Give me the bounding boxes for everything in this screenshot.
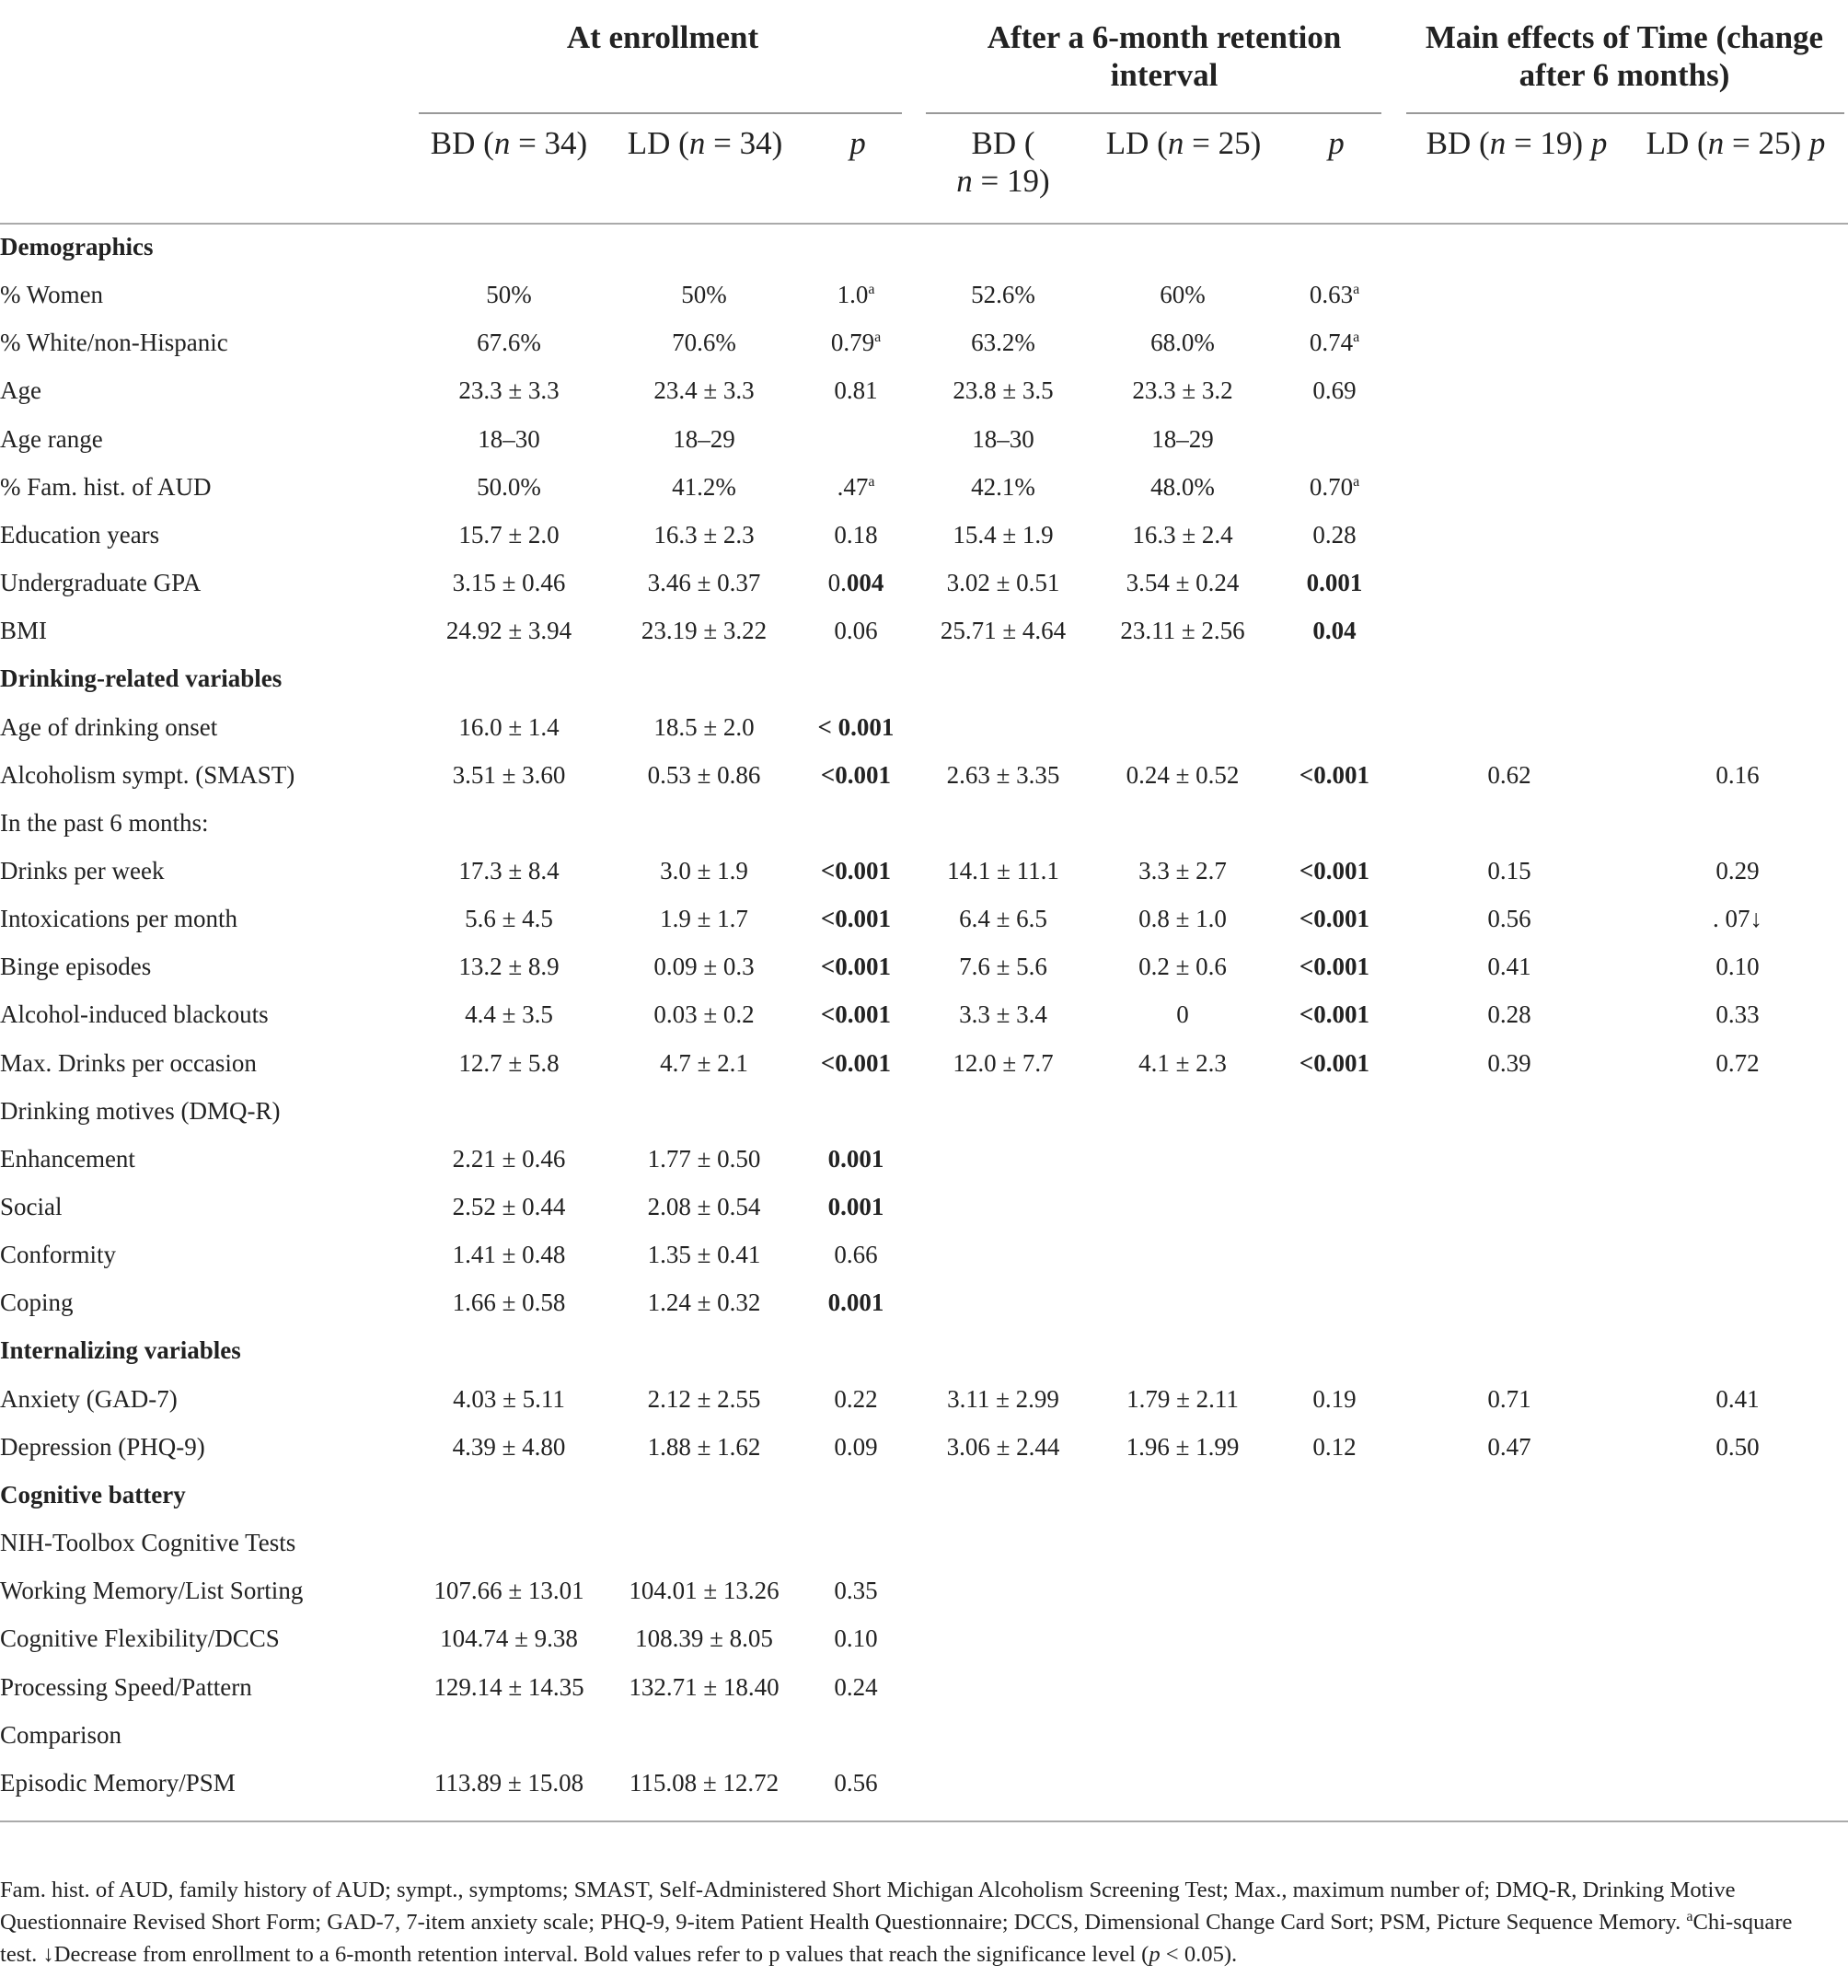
cell-value: <0.001	[1299, 1000, 1370, 1029]
row-label: Episodic Memory/PSM	[0, 1768, 236, 1797]
subheader-p-retention: p	[1328, 125, 1345, 161]
row-label: Drinks per week	[0, 856, 165, 884]
table-cell: 18–29	[1151, 424, 1214, 453]
cell-value: 0.79	[830, 329, 875, 357]
table-cell: 0.47	[1487, 1432, 1531, 1461]
table-cell: 12.0 ± 7.7	[953, 1048, 1054, 1077]
table-cell: 113.89 ± 15.08	[433, 1768, 584, 1797]
table-cell: 4.7 ± 2.1	[660, 1048, 748, 1077]
table-cell: 50%	[486, 281, 532, 309]
table-cell: 6.4 ± 6.5	[959, 905, 1047, 933]
cell-value: 0.74	[1309, 329, 1354, 357]
section-row	[0, 1326, 1848, 1374]
table-row	[0, 366, 1848, 414]
table-cell: 42.1%	[971, 472, 1035, 501]
row-label: Alcoholism sympt. (SMAST)	[0, 760, 295, 789]
table-row	[0, 511, 1848, 559]
cell-value: 0.70	[1309, 472, 1354, 501]
table-cell: 4.1 ± 2.3	[1138, 1048, 1227, 1077]
table-cell: 2.52 ± 0.44	[452, 1193, 566, 1220]
table-cell: 60%	[1160, 281, 1206, 309]
row-label: Cognitive battery	[0, 1480, 186, 1508]
table-cell: 1.96 ± 1.99	[1126, 1432, 1240, 1461]
table-cell: 7.6 ± 5.6	[959, 953, 1047, 981]
table-cell: 104.74 ± 9.38	[440, 1624, 578, 1653]
table-cell: 12.7 ± 5.8	[458, 1048, 560, 1077]
table-row	[0, 1711, 1848, 1759]
table-row	[0, 318, 1848, 366]
table-cell: 50%	[681, 281, 727, 309]
table-cell: 0.56	[1487, 905, 1531, 933]
table-cell: 0.15	[1487, 856, 1531, 884]
table-cell	[801, 271, 911, 318]
table-cell: 23.19 ± 3.22	[641, 617, 768, 645]
row-label: Anxiety (GAD-7)	[0, 1384, 178, 1413]
table-cell	[1279, 990, 1390, 1038]
cell-value: 0.001	[1306, 569, 1363, 597]
table-cell: 0.33	[1715, 1000, 1760, 1029]
table-cell: 0.72	[1715, 1048, 1760, 1077]
table-cell: 0.24	[834, 1672, 878, 1701]
row-label: Max. Drinks per occasion	[0, 1048, 257, 1077]
table-cell: 0.19	[1312, 1384, 1357, 1413]
table-cell: 3.54 ± 0.24	[1126, 569, 1240, 597]
table-cell: 5.6 ± 4.5	[465, 905, 553, 933]
footnote-marker: a	[1353, 473, 1360, 490]
table-row	[0, 271, 1848, 318]
table-cell: 108.39 ± 8.05	[635, 1624, 773, 1653]
subheader-ld-enrollment: LD (n = 34)	[627, 125, 783, 161]
subheader-ld-time: LD (n = 25) p	[1646, 125, 1826, 161]
table-row	[0, 1039, 1848, 1087]
table-cell: 17.3 ± 8.4	[458, 856, 560, 884]
table-cell	[801, 1135, 911, 1183]
group-header-time-effects: Main effects of Time (change after 6 months)	[1425, 19, 1824, 93]
table-row	[0, 463, 1848, 511]
table-cell: 4.03 ± 5.11	[453, 1384, 565, 1413]
subheader-bd-enrollment: BD (n = 34)	[430, 125, 588, 161]
row-label: Coping	[0, 1289, 74, 1317]
table-cell: 18–30	[972, 424, 1034, 453]
table-cell: 0.16	[1715, 760, 1760, 789]
table-cell: 63.2%	[971, 329, 1035, 357]
table-cell: 0.28	[1487, 1000, 1531, 1029]
table-cell: 23.11 ± 2.56	[1120, 617, 1245, 645]
table-cell	[801, 559, 911, 607]
row-label: Age of drinking onset	[0, 712, 218, 741]
table-cell: 15.7 ± 2.0	[458, 520, 560, 549]
table-cell: 3.51 ± 3.60	[452, 760, 566, 789]
table-cell: 68.0%	[1150, 329, 1215, 357]
cell-value: 0.001	[827, 1193, 884, 1220]
table-cell: 15.4 ± 1.9	[953, 520, 1054, 549]
row-label: Conformity	[0, 1241, 116, 1269]
group-rule-retention	[926, 112, 1381, 114]
cell-value: 0.001	[827, 1289, 884, 1317]
table-cell: 16.3 ± 2.4	[1132, 520, 1233, 549]
table-cell: 0.50	[1715, 1432, 1760, 1461]
table-cell: 3.06 ± 2.44	[946, 1432, 1060, 1461]
cell-value: <0.001	[1299, 760, 1370, 789]
table-cell: 16.0 ± 1.4	[458, 712, 560, 741]
cell-value: <0.001	[1299, 1048, 1370, 1077]
table-cell: 0.39	[1487, 1048, 1531, 1077]
section-row	[0, 1471, 1848, 1519]
table-cell: 0.69	[1312, 376, 1357, 405]
table-cell: 0.56	[834, 1768, 878, 1797]
table-row	[0, 799, 1848, 847]
row-label: In the past 6 months:	[0, 808, 209, 837]
table-row	[0, 1614, 1848, 1662]
table-cell: 0.29	[1715, 856, 1760, 884]
table-cell: 0.03 ± 0.2	[653, 1000, 755, 1029]
row-label: Internalizing variables	[0, 1336, 241, 1365]
table-cell	[1279, 271, 1390, 318]
cell-value: 0.	[827, 569, 847, 597]
table-cell	[1279, 895, 1390, 942]
table-row	[0, 942, 1848, 990]
table-cell: 2.08 ± 0.54	[647, 1193, 761, 1220]
footnote: Fam. hist. of AUD, family history of AUD; sympt., symptoms; SMAST, Self-Administered Short Michigan Alcoholism Screening Test; Max., maximum number of; DMQ-R, Drinking Motive Questionnaire Revised Short Form; GAD-7, 7-item anxiety scale; PHQ-9, 9-item Patient Health Questionnaire; DCCS, Dimensional Change Card Sort; PSM, Picture Sequence Memory. $^a$Chi-square test. ↓Decrease from enrollment to a 6-month retention interval. Bold values refer to p values that reach the significance level (p < 0.05).	[0, 1878, 1793, 1967]
table-cell	[801, 847, 911, 895]
table-row	[0, 607, 1848, 654]
table-row	[0, 1183, 1848, 1231]
table-cell	[801, 895, 911, 942]
cell-value: <0.001	[820, 905, 892, 933]
table-cell: 4.39 ± 4.80	[452, 1432, 566, 1461]
table-cell: 41.2%	[672, 472, 736, 501]
table-cell	[1279, 559, 1390, 607]
table-cell	[1279, 1039, 1390, 1087]
table-cell	[801, 463, 911, 511]
table-cell: 4.4 ± 3.5	[465, 1000, 553, 1029]
row-label: Alcohol-induced blackouts	[0, 1000, 269, 1029]
subheader-p-enrollment: p	[849, 125, 866, 161]
table-cell: 3.3 ± 2.7	[1138, 856, 1227, 884]
section-row	[0, 223, 1848, 271]
row-label: Age range	[0, 424, 103, 453]
table-cell	[801, 1039, 911, 1087]
table-cell	[1279, 463, 1390, 511]
table-cell: 0.2 ± 0.6	[1138, 953, 1227, 981]
row-label: Binge episodes	[0, 953, 152, 981]
table-cell: 13.2 ± 8.9	[458, 953, 560, 981]
table-row	[0, 1231, 1848, 1278]
group-rule-enrollment	[419, 112, 902, 114]
cell-value: .47	[837, 472, 869, 501]
row-label: Cognitive Flexibility/DCCS	[0, 1624, 280, 1653]
table-cell: 0.41	[1715, 1384, 1760, 1413]
cell-value-bold: 004	[846, 569, 884, 597]
table-cell: 23.4 ± 3.3	[653, 376, 755, 405]
table-cell: 0.10	[834, 1624, 878, 1653]
table-cell	[801, 1278, 911, 1326]
table-cell	[801, 751, 911, 799]
cell-value: <0.001	[820, 953, 892, 981]
table-row	[0, 1663, 1848, 1711]
row-label: BMI	[0, 617, 48, 645]
table-cell	[801, 990, 911, 1038]
row-label: % Women	[0, 281, 104, 309]
table-row	[0, 1519, 1848, 1566]
table-cell: 1.77 ± 0.50	[647, 1144, 761, 1173]
table-cell: 0.35	[834, 1577, 878, 1605]
table-cell: 1.79 ± 2.11	[1126, 1384, 1239, 1413]
table-cell: 3.11 ± 2.99	[947, 1384, 1059, 1413]
cell-value: <0.001	[820, 856, 892, 884]
row-label: Age	[0, 376, 41, 405]
cell-value: 0.001	[827, 1144, 884, 1173]
table-cell: 132.71 ± 18.40	[629, 1672, 780, 1701]
row-label: NIH-Toolbox Cognitive Tests	[0, 1529, 296, 1557]
row-label: Processing Speed/Pattern	[0, 1672, 252, 1701]
table-cell: 115.08 ± 12.72	[629, 1768, 780, 1797]
table-cell: 3.02 ± 0.51	[946, 569, 1060, 597]
table-cell: 23.3 ± 3.3	[458, 376, 560, 405]
table-cell: 1.88 ± 1.62	[647, 1432, 761, 1461]
table-cell: 14.1 ± 11.1	[947, 856, 1059, 884]
table-cell	[1279, 847, 1390, 895]
table-cell: 50.0%	[477, 472, 541, 501]
table-cell: 0.09 ± 0.3	[653, 953, 755, 981]
table-cell: 3.15 ± 0.46	[452, 569, 566, 597]
table-cell	[801, 1183, 911, 1231]
table-row	[0, 990, 1848, 1038]
table-cell: 24.92 ± 3.94	[445, 617, 572, 645]
row-label: Working Memory/List Sorting	[0, 1577, 304, 1605]
row-label: Drinking motives (DMQ-R)	[0, 1096, 281, 1125]
table-cell	[801, 942, 911, 990]
table-cell	[1279, 318, 1390, 366]
table-row	[0, 1375, 1848, 1423]
group-header-enrollment: At enrollment	[566, 19, 759, 55]
cell-value: 1.0	[837, 281, 869, 309]
table-cell: 1.41 ± 0.48	[452, 1241, 566, 1269]
footnote-marker: a	[874, 329, 882, 346]
footnote-marker: a	[1353, 282, 1360, 298]
table-cell: 25.71 ± 4.64	[940, 617, 1067, 645]
table-cell: 2.63 ± 3.35	[946, 760, 1060, 789]
table-cell: 0.71	[1487, 1384, 1531, 1413]
row-label: Undergraduate GPA	[0, 569, 202, 597]
table-cell: 3.0 ± 1.9	[660, 856, 748, 884]
table-cell: 104.01 ± 13.26	[629, 1577, 780, 1605]
table-cell: 16.3 ± 2.3	[653, 520, 755, 549]
table-cell: 0.28	[1312, 520, 1357, 549]
table-row	[0, 703, 1848, 751]
table-cell: 0	[1176, 1000, 1189, 1029]
table-cell: 18–30	[478, 424, 540, 453]
subheader-ld-retention: LD (n = 25)	[1105, 125, 1262, 161]
table-cell	[801, 318, 911, 366]
row-label: Intoxications per month	[0, 905, 237, 933]
table-cell: 52.6%	[971, 281, 1035, 309]
table-cell: 1.66 ± 0.58	[452, 1289, 566, 1317]
table-cell: 18–29	[673, 424, 735, 453]
table-cell: 0.09	[834, 1432, 878, 1461]
row-label: % White/non-Hispanic	[0, 329, 228, 357]
table-cell: 0.62	[1487, 760, 1531, 789]
subheader-bd-retention: BD ( n = 19)	[956, 125, 1050, 199]
table-cell: . 07↓	[1713, 905, 1762, 933]
table-cell	[1279, 942, 1390, 990]
cell-value: <0.001	[820, 1048, 892, 1077]
table-cell: 0.10	[1715, 953, 1760, 981]
row-label: Enhancement	[0, 1144, 135, 1173]
row-label: Demographics	[0, 233, 154, 260]
table-row	[0, 559, 1848, 607]
table-row	[0, 415, 1848, 463]
group-rule-time-effects	[1406, 112, 1844, 114]
table-cell: 48.0%	[1150, 472, 1215, 501]
table-cell: 1.35 ± 0.41	[647, 1241, 761, 1269]
row-label: Education years	[0, 520, 160, 549]
table-cell: 0.22	[834, 1384, 878, 1413]
table-cell: 23.3 ± 3.2	[1132, 376, 1233, 405]
table-row	[0, 1566, 1848, 1614]
table-cell: 2.12 ± 2.55	[647, 1384, 761, 1413]
footnote-marker: a	[1353, 329, 1360, 346]
table-cell: 0.66	[834, 1241, 878, 1269]
bottom-rule	[0, 1820, 1848, 1822]
cell-value: <0.001	[820, 1000, 892, 1029]
cell-value: <0.001	[1299, 953, 1370, 981]
row-label: Depression (PHQ-9)	[0, 1432, 205, 1461]
table-cell: 0.18	[834, 520, 878, 549]
table-cell: 107.66 ± 13.01	[433, 1577, 584, 1605]
row-label: Social	[0, 1193, 63, 1220]
table-cell: 0.41	[1487, 953, 1531, 981]
table-row	[0, 751, 1848, 799]
table-row	[0, 1087, 1848, 1135]
table-row	[0, 847, 1848, 895]
table-cell: 0.24 ± 0.52	[1126, 760, 1240, 789]
table-cell: 1.24 ± 0.32	[647, 1289, 761, 1317]
table-row	[0, 1759, 1848, 1807]
subheader-bd-time: BD (n = 19) p	[1426, 125, 1608, 161]
table-cell: 0.8 ± 1.0	[1138, 905, 1227, 933]
table-cell: 0.12	[1312, 1432, 1357, 1461]
table-row	[0, 1423, 1848, 1471]
cell-value: <0.001	[1299, 905, 1370, 933]
cell-value: < 0.001	[817, 712, 895, 741]
section-row	[0, 654, 1848, 702]
row-label: Comparison	[0, 1720, 121, 1749]
table-row	[0, 895, 1848, 942]
row-label: % Fam. hist. of AUD	[0, 472, 212, 501]
cell-value: 0.63	[1309, 281, 1354, 309]
table-cell: 129.14 ± 14.35	[433, 1672, 584, 1701]
table-cell: 23.8 ± 3.5	[953, 376, 1054, 405]
table-cell: 3.46 ± 0.37	[647, 569, 761, 597]
table-cell: 2.21 ± 0.46	[452, 1144, 566, 1173]
table-cell: 70.6%	[672, 329, 736, 357]
table-cell: 1.9 ± 1.7	[660, 905, 748, 933]
table-cell: 67.6%	[477, 329, 541, 357]
cell-value: <0.001	[820, 760, 892, 789]
table-cell: 3.3 ± 3.4	[959, 1000, 1047, 1029]
group-header-retention: After a 6-month retention interval	[987, 19, 1342, 93]
table-cell: 18.5 ± 2.0	[653, 712, 755, 741]
table-row	[0, 1135, 1848, 1183]
table-cell	[801, 703, 911, 751]
row-label: Drinking-related variables	[0, 665, 283, 693]
table-row	[0, 1278, 1848, 1326]
table-cell	[1279, 751, 1390, 799]
cell-value: <0.001	[1299, 856, 1370, 884]
cell-value: 0.04	[1312, 617, 1357, 645]
table-cell: 0.53 ± 0.86	[647, 760, 761, 789]
table-cell	[1279, 607, 1390, 654]
footnote-marker: a	[868, 282, 875, 298]
table-cell: 0.81	[834, 376, 878, 405]
footnote-marker: a	[868, 473, 875, 490]
table-cell: 0.06	[834, 617, 878, 645]
